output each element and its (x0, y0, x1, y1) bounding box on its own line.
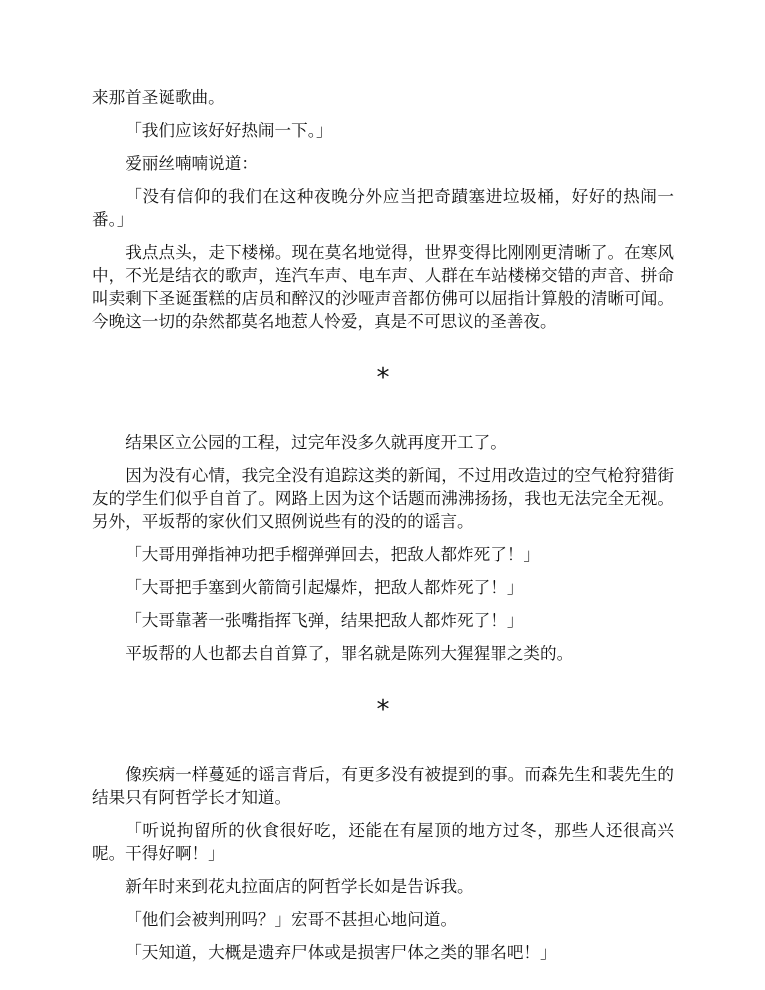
paragraph: 「没有信仰的我们在这种夜晚分外应当把奇蹟塞进垃圾桶，好好的热闹一番。」 (92, 187, 674, 229)
paragraph: 新年时来到花丸拉面店的阿哲学长如是告诉我。 (125, 877, 474, 896)
paragraph: 「他们会被判刑吗？」宏哥不甚担心地问道。 (125, 910, 458, 929)
scene-separator: * (376, 363, 390, 393)
paragraph: 我点点头，走下楼梯。现在莫名地觉得，世界变得比刚刚更清晰了。在寒风中，不光是结衣的歌声，连汽车声、电车声、人群在车站楼梯交错的声音、拼命叫卖剩下圣诞蛋糕的店员和醉汉的沙哑声音都仿佛可以屈指计算般的清晰可闻。今晚这一切的杂然都莫名地惹人怜爱，真是不可思议的圣善夜。 (92, 243, 674, 331)
book-page (92, 86, 674, 974)
section-2 (92, 431, 674, 665)
paragraph: 爱丽丝喃喃说道： (125, 154, 258, 173)
paragraph: 「天知道，大概是遗弃尸体或是损害尸体之类的罪名吧！」 (125, 943, 557, 962)
section-3 (92, 763, 674, 964)
paragraph: 结果区立公园的工程，过完年没多久就再度开工了。 (125, 433, 507, 452)
paragraph: 来那首圣诞歌曲。 (92, 88, 225, 107)
paragraph: 「大哥靠著一张嘴指挥飞弹，结果把敌人都炸死了！」 (125, 611, 524, 630)
section-1 (92, 86, 674, 333)
paragraph: 「听说拘留所的伙食很好吃，还能在有屋顶的地方过冬，那些人还很高兴呢。干得好啊！」 (92, 821, 674, 863)
paragraph: 平坂帮的人也都去自首算了，罪名就是陈列大猩猩罪之类的。 (125, 644, 574, 663)
scene-separator: * (376, 695, 390, 725)
paragraph: 因为没有心情，我完全没有追踪这类的新闻，不过用改造过的空气枪狩猎街友的学生们似乎自首了。网路上因为这个话题而沸沸扬扬，我也无法完全无视。另外，平坂帮的家伙们又照例说些有的没的的谣言。 (92, 466, 674, 531)
paragraph: 「大哥用弹指神功把手榴弹弹回去，把敌人都炸死了！」 (125, 545, 541, 564)
paragraph: 像疾病一样蔓延的谣言背后，有更多没有被提到的事。而森先生和裴先生的结果只有阿哲学长才知道。 (92, 765, 674, 807)
paragraph: 「大哥把手塞到火箭筒引起爆炸，把敌人都炸死了！」 (125, 578, 524, 597)
paragraph: 「我们应该好好热闹一下。」 (125, 121, 333, 140)
